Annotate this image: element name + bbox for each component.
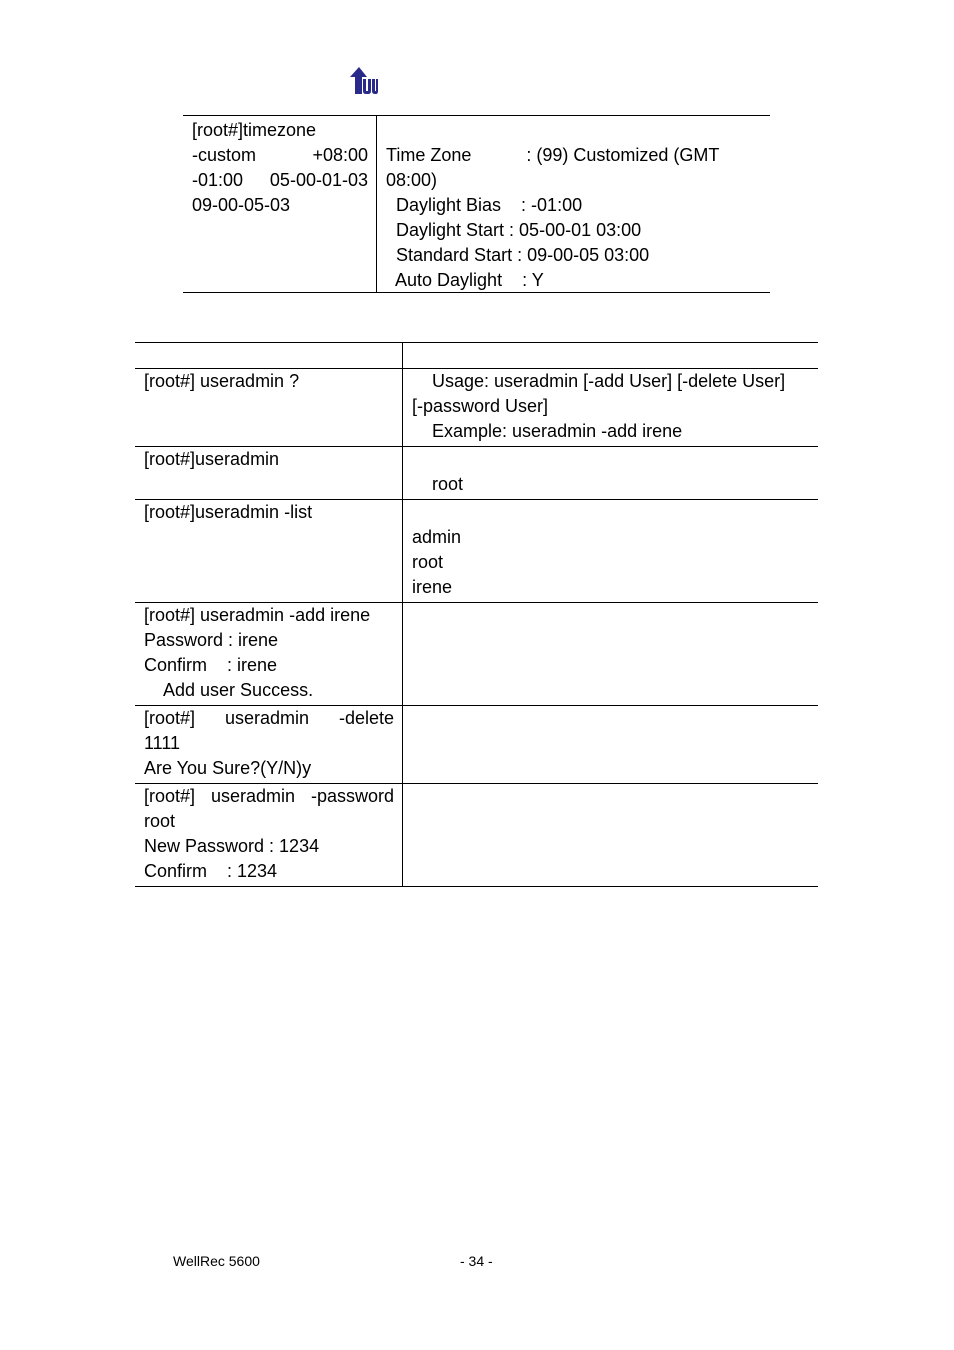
command-line: Confirm : 1234 <box>144 861 278 881</box>
output-line <box>412 447 810 472</box>
command-line: 1111 <box>144 733 181 753</box>
header-cell <box>135 343 403 368</box>
output-line: Usage: useradmin [-add User] [-delete User] <box>412 371 786 391</box>
output-cell <box>403 500 818 602</box>
output-line <box>412 500 810 525</box>
output-cell <box>403 603 818 705</box>
command-line: Are You Sure?(Y/N)y <box>144 758 312 778</box>
table-row <box>135 784 818 887</box>
output-line <box>386 118 770 143</box>
command-cell <box>135 706 403 783</box>
command-line: [root#]useradmin <box>144 449 280 469</box>
command-line: [root#]timezone <box>192 120 317 140</box>
timezone-output-cell <box>377 116 770 292</box>
table-row <box>135 706 818 784</box>
output-line: irene <box>412 577 453 597</box>
table-row <box>135 603 818 706</box>
output-line: Daylight Start : 05-00-01 03:00 <box>386 220 642 240</box>
table-row <box>135 500 818 603</box>
command-line: New Password : 1234 <box>144 836 320 856</box>
output-line: admin <box>412 527 462 547</box>
table-row <box>135 369 818 447</box>
output-line: 08:00) <box>386 170 438 190</box>
output-line: Example: useradmin -add irene <box>412 421 683 441</box>
company-logo-icon <box>349 67 379 95</box>
command-line: [root#]useradmin -list <box>144 502 313 522</box>
useradmin-table <box>135 342 818 887</box>
output-line: root <box>412 552 444 572</box>
output-cell <box>403 369 818 446</box>
output-line: Daylight Bias : -01:00 <box>386 195 583 215</box>
output-line: Auto Daylight : Y <box>386 270 544 290</box>
command-cell <box>135 784 403 886</box>
footer-page-number: - 34 - <box>460 1253 493 1269</box>
output-cell <box>403 447 818 499</box>
command-cell <box>135 500 403 602</box>
command-line-justified: [root#] useradmin -delete <box>144 708 394 728</box>
table-row <box>135 447 818 500</box>
command-cell <box>135 369 403 446</box>
command-line: Add user Success. <box>144 680 314 700</box>
command-cell <box>135 603 403 705</box>
command-line: Confirm : irene <box>144 655 278 675</box>
output-line: [-password User] <box>412 396 549 416</box>
footer-product: WellRec 5600 <box>173 1253 260 1269</box>
command-line: [root#] useradmin ? <box>144 371 300 391</box>
command-line: 09-00-05-03 <box>192 195 291 215</box>
command-cell <box>135 447 403 499</box>
output-cell <box>403 706 818 783</box>
command-line: Password : irene <box>144 630 279 650</box>
timezone-table <box>183 115 770 293</box>
command-line-justified: [root#] useradmin -password <box>144 786 394 806</box>
output-line: root <box>412 474 464 494</box>
output-cell <box>403 784 818 886</box>
output-line: Standard Start : 09-00-05 03:00 <box>386 245 650 265</box>
command-line-justified: -01:00 05-00-01-03 <box>192 170 368 190</box>
output-line: Time Zone : (99) Customized (GMT <box>386 145 720 165</box>
command-line-justified: -custom +08:00 <box>192 145 368 165</box>
table-header-row <box>135 343 818 369</box>
header-cell <box>403 343 818 368</box>
timezone-command-cell <box>183 116 377 292</box>
command-line: [root#] useradmin -add irene <box>144 605 371 625</box>
command-line: root <box>144 811 176 831</box>
